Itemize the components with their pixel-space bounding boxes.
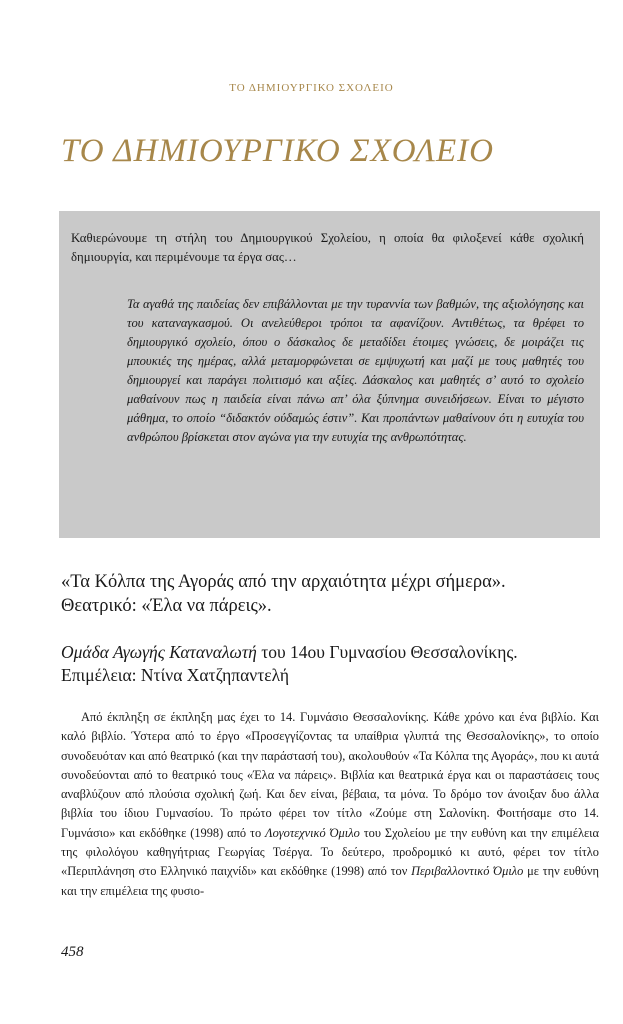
credit-group: Ομάδα Αγωγής Καταναλωτή	[61, 642, 257, 662]
body-italic-part: Λογοτεχνικό Όμιλο	[265, 825, 360, 840]
body-text-part: με την ευθύνη και την επιμέλεια της φυσιο-	[61, 864, 599, 898]
page-number: 458	[61, 944, 84, 960]
article-title	[61, 570, 601, 618]
body-italic-part: Περιβαλλοντικό Όμιλο	[411, 864, 524, 879]
article-body	[61, 708, 599, 901]
article-title-line: «Τα Κόλπα της Αγοράς από την αρχαιότητα μέχρι σήμερα».	[61, 572, 506, 592]
body-text-part: του Σχολείου με την ευθύνη και την επιμέλεια της φιλολόγου καθηγήτριας Γεωργίας Τσέργα. Το δεύτερο, προδρομικό κι αυτό, φέρει τον τίτλο «Περιπλάνηση στο Ελληνικό παιχνίδι» και εκδόθηκε (1998) από τον	[61, 825, 599, 879]
box-intro-text: Καθιερώνουμε τη στήλη του Δημιουργικού Σχολείου, η οποία θα φιλοξενεί κάθε σχολική δημιουργία, και περιμένουμε τα έργα σας…	[71, 231, 584, 264]
article-credit	[61, 641, 606, 687]
box-quote-text: Τα αγαθά της παιδείας δεν επιβάλλονται με την τυραννία των βαθμών, της αξιολόγησης και του καταναγκασμού. Οι ανελεύθεροι τρόποι τα αφανίζουν. Αντιθέτως, τα θρέφει το δημιουργικό σχολείο, όπου ο δάσκαλος δε μεταδίδει έτοιμες γνώσεις, δε μοιράζει τις μπουκιές της ημέρας, αλλά μεταμορφώνεται σε εμψυχωτή και μαζί με τους μαθητές του δημιουργεί και παράγει πολιτισμό και αξίες. Δάσκαλος και μαθητές σ’ αυτό το σχολείο μαθαίνουν πως η παιδεία είναι πάνω απ’ όλα ξύπνημα συνειδήσεων. Είναι το μέγιστο μάθημα, το οποίο “διδακτόν ούδαμώς έστιν”. Και προπάντων μαθαίνουν ότι η ευτυχία του ανθρώπου βρίσκεται στον αγώνα για την ευτυχία της ανθρωπότητας.	[127, 297, 584, 444]
credit-school: του 14ου Γυμνασίου Θεσσαλονίκης.	[256, 642, 518, 662]
chapter-title: ΤΟ ΔΗΜΙΟΥΡΓΙΚΟ ΣΧΟΛΕΙΟ	[61, 133, 495, 169]
running-head: ΤΟ ΔΗΜΙΟΥΡΓΙΚΟ ΣΧΟΛΕΙΟ	[229, 82, 394, 94]
credit-line	[61, 641, 606, 664]
credit-editor: Επιμέλεια: Ντίνα Χατζηπαντελή	[61, 665, 290, 685]
body-text-part: Από έκπληξη σε έκπληξη μας έχει το 14. Γυμνάσιο Θεσσαλονίκης. Κάθε χρόνο και ένα βιβλίο. Και καλό βιβλίο. Ύστερα από το έργο «Προσεγγίζοντας τα υπαίθρια γλυπτά της Θεσσαλονίκης», το οποίο συνοδευόταν και από θεατρικό (και την παράστασή του), ακολουθούν «Τα Κόλπα της Αγοράς», που κι αυτά συνοδεύονται από το θεατρικό τους «Έλα να πάρεις». Βιβλία και θεατρικά έργα και οι παραστάσεις τους αναβλύζουν από πλούσια σχολική ζωή. Και δεν είναι, βέβαια, τα μόνα. Το δρόμο τον άνοιξαν δυο άλλα βιβλία του ίδιου Γυμνασίου. Το πρώτο φέρει τον τίτλο «Ζούμε στη Σαλονίκη. Φοιτήσαμε στο 14. Γυμνάσιο» και εκδόθηκε (1998) από το	[61, 710, 599, 840]
article-subtitle-line: Θεατρικό: «Έλα να πάρεις».	[61, 596, 272, 616]
editorial-box	[59, 211, 600, 538]
